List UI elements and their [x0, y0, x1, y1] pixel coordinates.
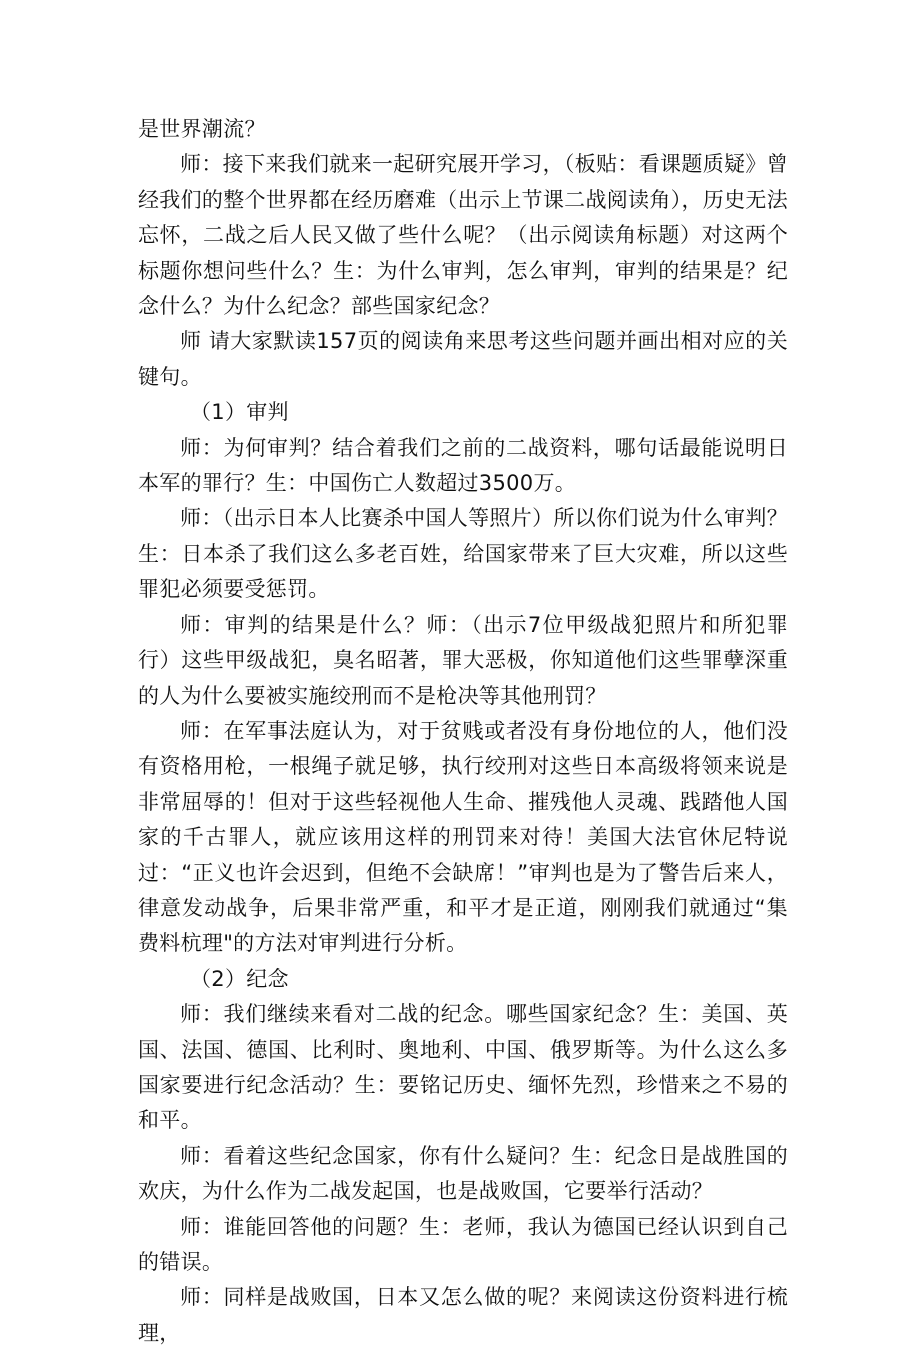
- paragraph-reading-instruction: 师 请大家默读157页的阅读角来思考这些问题并画出相对应的关键句。: [138, 329, 788, 389]
- paragraph-commemoration-countries: 师：我们继续来看对二战的纪念。哪些国家纪念？生：美国、英国、法国、德国、比利时、奥地利、中国、俄罗斯等。为什么这么多国家要进行纪念活动？生：要铭记历史、缅怀先烈，珍惜来之不易的和平。: [138, 1002, 788, 1133]
- paragraph-why-trial: 师：为何审判？结合着我们之前的二战资料，哪句话最能说明日本军的罪行？生：中国伤亡人数超过3500万。: [138, 435, 788, 496]
- paragraph-germany-answer: 师：谁能回答他的问题？生：老师，我认为德国已经认识到自己的错误。: [138, 1214, 788, 1274]
- paragraph-photos-trial: 师：（出示日本人比赛杀中国人等照片）所以你们说为什么审判？生：日本杀了我们这么多老百姓，给国家带来了巨大灾难，所以这些罪犯必须要受惩罚。: [138, 506, 788, 602]
- paragraph-commemoration-question: 师：看着这些纪念国家，你有什么疑问？生：纪念日是战胜国的欢庆，为什么作为二战发起国，也是战败国，它要举行活动？: [138, 1143, 788, 1204]
- paragraph-intro-questions: 师：接下来我们就来一起研究展开学习，（板贴：看课题质疑》曾经我们的整个世界都在经历磨难（出示上节课二战阅读角），历史无法忘怀，二战之后人民又做了些什么呢？（出示阅读角标题）对这两个标题你想问些什么？生：为什么审判，怎么审判，审判的结果是？纪念什么？为什么纪念？部些国家纪念？: [138, 152, 788, 319]
- paragraph-continuation: 是世界潮流？: [138, 117, 266, 141]
- section-heading-trial: （1）审判: [190, 400, 289, 425]
- document-body: [138, 112, 788, 1351]
- section-heading-commemoration: （2）纪念: [190, 966, 289, 991]
- paragraph-japan-question: 师：同样是战败国，日本又怎么做的呢？来阅读这份资料进行梳理，: [138, 1285, 788, 1345]
- paragraph-military-court: 师：在军事法庭认为，对于贫贱或者没有身份地位的人，他们没有资格用枪，一根绳子就足够，执行绞刑对这些日本高级将领来说是非常屈辱的！但对于这些轻视他人生命、摧残他人灵魂、践踏他人国家的千古罪人，就应该用这样的刑罚来对待！美国大法官休尼特说过：“正义也许会迟到，但绝不会缺席！”审判也是为了警告后来人，律意发动战争，后果非常严重，和平才是正道，刚刚我们就通过“集费料杭理"的方法对审判进行分析。: [138, 718, 788, 956]
- paragraph-trial-result: 师：审判的结果是什么？师：（出示7位甲级战犯照片和所犯罪行）这些甲级战犯，臭名昭著，罪大恶极，你知道他们这些罪孽深重的人为什么要被实施绞刑而不是枪决等其他刑罚？: [138, 612, 788, 708]
